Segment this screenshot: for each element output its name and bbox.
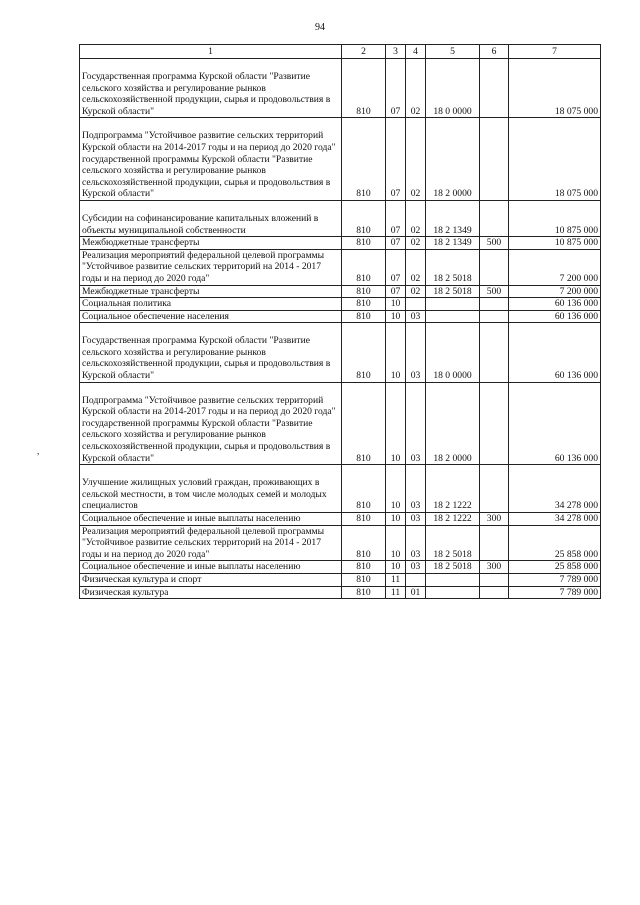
row-name: Социальное обеспечение и иные выплаты населению xyxy=(80,513,342,526)
table-row xyxy=(80,249,601,285)
row-name: Подпрограмма "Устойчивое развитие сельских территорий Курской области на 2014-2017 годы и на период до 2020 года" государственной программы Курской области "Развитие сельского хозяйства и регулирование рынков сельскохозяйственной продукции, сырья и продовольствия в Курской области" xyxy=(80,382,342,465)
stray-mark: , xyxy=(37,446,40,456)
row-section: 10 xyxy=(386,310,406,323)
table-row xyxy=(80,285,601,298)
row-subsection: 02 xyxy=(406,59,426,118)
header-col-2: 2 xyxy=(342,45,386,59)
row-section: 10 xyxy=(386,323,406,382)
table-row xyxy=(80,561,601,574)
row-expense-type xyxy=(480,118,509,201)
row-section: 10 xyxy=(386,525,406,561)
row-expense-type: 500 xyxy=(480,285,509,298)
row-amount: 60 136 000 xyxy=(509,323,601,382)
row-name: Реализация мероприятий федеральной целевой программы "Устойчивое развитие сельских территорий на 2014 - 2017 годы и на период до 2020 года" xyxy=(80,525,342,561)
row-target-article: 18 2 0000 xyxy=(426,382,480,465)
row-target-article: 18 0 0000 xyxy=(426,323,480,382)
row-admin-code: 810 xyxy=(342,573,386,586)
row-subsection: 01 xyxy=(406,586,426,599)
row-subsection: 03 xyxy=(406,323,426,382)
table-row xyxy=(80,298,601,311)
row-name: Улучшение жилищных условий граждан, проживающих в сельской местности, в том числе молодых семей и молодых специалистов xyxy=(80,465,342,513)
row-name: Межбюджетные трансферты xyxy=(80,285,342,298)
row-expense-type xyxy=(480,310,509,323)
row-amount: 7 200 000 xyxy=(509,285,601,298)
table-row xyxy=(80,513,601,526)
row-subsection: 02 xyxy=(406,118,426,201)
table-row xyxy=(80,200,601,236)
row-name: Социальное обеспечение и иные выплаты населению xyxy=(80,561,342,574)
header-col-3: 3 xyxy=(386,45,406,59)
row-expense-type xyxy=(480,298,509,311)
row-admin-code: 810 xyxy=(342,382,386,465)
row-amount: 18 075 000 xyxy=(509,59,601,118)
row-section: 10 xyxy=(386,465,406,513)
row-admin-code: 810 xyxy=(342,465,386,513)
row-admin-code: 810 xyxy=(342,285,386,298)
table-row xyxy=(80,382,601,465)
row-admin-code: 810 xyxy=(342,586,386,599)
row-name: Реализация мероприятий федеральной целевой программы "Устойчивое развитие сельских территорий на 2014 - 2017 годы и на период до 2020 года" xyxy=(80,249,342,285)
row-amount: 25 858 000 xyxy=(509,525,601,561)
row-amount: 34 278 000 xyxy=(509,513,601,526)
row-amount: 18 075 000 xyxy=(509,118,601,201)
row-expense-type xyxy=(480,200,509,236)
row-admin-code: 810 xyxy=(342,200,386,236)
budget-table xyxy=(79,44,601,599)
row-expense-type xyxy=(480,525,509,561)
row-target-article: 18 2 1222 xyxy=(426,465,480,513)
row-subsection: 02 xyxy=(406,249,426,285)
row-section: 11 xyxy=(386,573,406,586)
row-name: Субсидии на софинансирование капитальных вложений в объекты муниципальной собственности xyxy=(80,200,342,236)
row-subsection xyxy=(406,298,426,311)
table-row xyxy=(80,465,601,513)
row-name: Социальное обеспечение населения xyxy=(80,310,342,323)
row-amount: 60 136 000 xyxy=(509,310,601,323)
row-section: 07 xyxy=(386,118,406,201)
row-subsection: 03 xyxy=(406,465,426,513)
row-target-article: 18 0 0000 xyxy=(426,59,480,118)
row-target-article xyxy=(426,298,480,311)
row-expense-type xyxy=(480,586,509,599)
table-row xyxy=(80,310,601,323)
row-subsection: 03 xyxy=(406,525,426,561)
row-section: 11 xyxy=(386,586,406,599)
row-expense-type xyxy=(480,59,509,118)
row-amount: 10 875 000 xyxy=(509,200,601,236)
row-name: Физическая культура xyxy=(80,586,342,599)
row-section: 10 xyxy=(386,298,406,311)
row-expense-type: 300 xyxy=(480,561,509,574)
row-target-article: 18 2 1349 xyxy=(426,237,480,250)
row-subsection: 03 xyxy=(406,382,426,465)
table-row xyxy=(80,118,601,201)
table-row xyxy=(80,323,601,382)
row-subsection: 02 xyxy=(406,285,426,298)
row-expense-type xyxy=(480,249,509,285)
row-admin-code: 810 xyxy=(342,59,386,118)
row-section: 07 xyxy=(386,200,406,236)
row-amount: 60 136 000 xyxy=(509,298,601,311)
row-admin-code: 810 xyxy=(342,525,386,561)
row-section: 07 xyxy=(386,285,406,298)
row-admin-code: 810 xyxy=(342,513,386,526)
row-amount: 60 136 000 xyxy=(509,382,601,465)
row-target-article: 18 2 5018 xyxy=(426,285,480,298)
row-amount: 34 278 000 xyxy=(509,465,601,513)
row-name: Межбюджетные трансферты xyxy=(80,237,342,250)
row-section: 10 xyxy=(386,382,406,465)
row-amount: 7 200 000 xyxy=(509,249,601,285)
row-expense-type xyxy=(480,323,509,382)
row-section: 07 xyxy=(386,249,406,285)
row-section: 10 xyxy=(386,513,406,526)
row-admin-code: 810 xyxy=(342,323,386,382)
row-target-article: 18 2 5018 xyxy=(426,249,480,285)
row-subsection: 02 xyxy=(406,237,426,250)
row-subsection: 03 xyxy=(406,513,426,526)
row-admin-code: 810 xyxy=(342,249,386,285)
page-number: 94 xyxy=(315,22,325,33)
row-subsection: 03 xyxy=(406,561,426,574)
row-expense-type xyxy=(480,382,509,465)
row-target-article xyxy=(426,573,480,586)
row-admin-code: 810 xyxy=(342,237,386,250)
row-subsection: 03 xyxy=(406,310,426,323)
row-admin-code: 810 xyxy=(342,298,386,311)
row-expense-type xyxy=(480,465,509,513)
row-expense-type: 500 xyxy=(480,237,509,250)
row-amount: 25 858 000 xyxy=(509,561,601,574)
row-target-article: 18 2 1349 xyxy=(426,200,480,236)
row-target-article: 18 2 5018 xyxy=(426,525,480,561)
row-subsection xyxy=(406,573,426,586)
row-admin-code: 810 xyxy=(342,310,386,323)
header-col-6: 6 xyxy=(480,45,509,59)
table-row xyxy=(80,237,601,250)
row-section: 07 xyxy=(386,237,406,250)
row-name: Государственная программа Курской области "Развитие сельского хозяйства и регулирование рынков сельскохозяйственной продукции, сырья и продовольствия в Курской области" xyxy=(80,323,342,382)
row-admin-code: 810 xyxy=(342,561,386,574)
table-row xyxy=(80,573,601,586)
row-name: Социальная политика xyxy=(80,298,342,311)
header-row xyxy=(80,45,601,59)
row-name: Подпрограмма "Устойчивое развитие сельских территорий Курской области на 2014-2017 годы и на период до 2020 года" государственной программы Курской области "Развитие сельского хозяйства и регулирование рынков сельскохозяйственной продукции, сырья и продовольствия в Курской области" xyxy=(80,118,342,201)
row-admin-code: 810 xyxy=(342,118,386,201)
table-row xyxy=(80,59,601,118)
row-target-article: 18 2 0000 xyxy=(426,118,480,201)
row-target-article xyxy=(426,586,480,599)
row-amount: 7 789 000 xyxy=(509,573,601,586)
header-col-7: 7 xyxy=(509,45,601,59)
table-row xyxy=(80,586,601,599)
row-name: Государственная программа Курской области "Развитие сельского хозяйства и регулирование рынков сельскохозяйственной продукции, сырья и продовольствия в Курской области" xyxy=(80,59,342,118)
row-amount: 10 875 000 xyxy=(509,237,601,250)
row-target-article: 18 2 5018 xyxy=(426,561,480,574)
row-target-article: 18 2 1222 xyxy=(426,513,480,526)
row-name: Физическая культура и спорт xyxy=(80,573,342,586)
row-section: 07 xyxy=(386,59,406,118)
row-section: 10 xyxy=(386,561,406,574)
row-expense-type: 300 xyxy=(480,513,509,526)
row-subsection: 02 xyxy=(406,200,426,236)
row-amount: 7 789 000 xyxy=(509,586,601,599)
header-col-5: 5 xyxy=(426,45,480,59)
header-col-4: 4 xyxy=(406,45,426,59)
table-row xyxy=(80,525,601,561)
header-col-1: 1 xyxy=(80,45,342,59)
row-target-article xyxy=(426,310,480,323)
row-expense-type xyxy=(480,573,509,586)
